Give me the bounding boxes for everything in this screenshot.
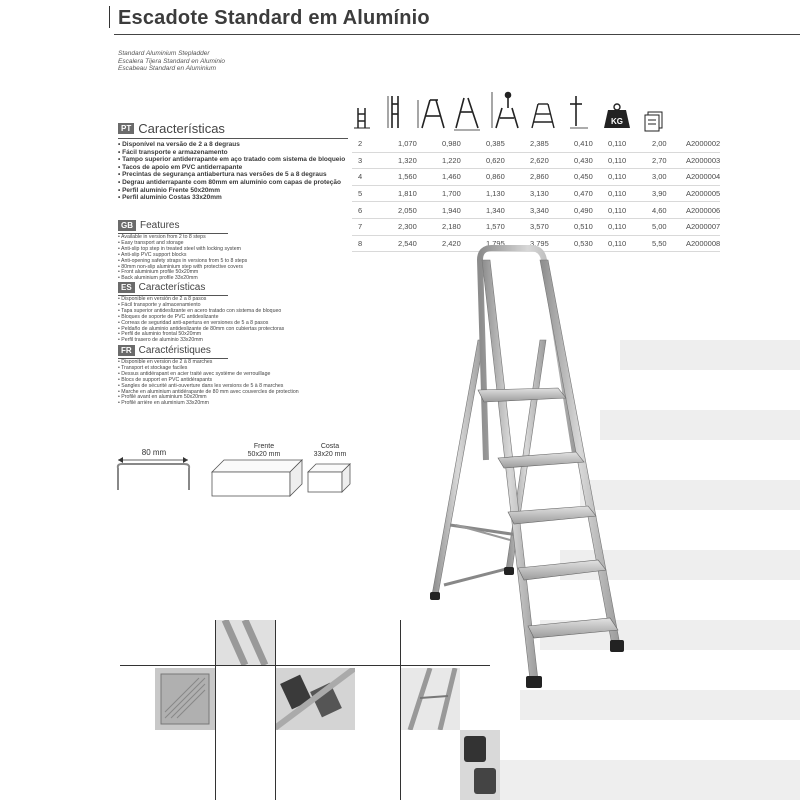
bullet-item: • Disponível na versão de 2 a 8 degraus xyxy=(118,141,240,148)
cell-value: 3,795 xyxy=(530,238,549,248)
subtitle-en: Standard Aluminium Stepladder xyxy=(118,50,210,57)
bullet-item: • 80mm non-slip aluminium step with protective covers xyxy=(118,263,243,270)
cell-value: 0,490 xyxy=(574,205,593,215)
section-pt-head xyxy=(118,121,348,136)
bullet-item: • Bloques de soporte de PVC antideslizante xyxy=(118,313,219,320)
cell-steps: 6 xyxy=(358,205,363,215)
page-title: Escadote Standard em Alumínio xyxy=(118,7,430,29)
subtitle-list xyxy=(118,50,225,73)
cell-value: 0,110 xyxy=(608,189,627,199)
cell-value: 3,130 xyxy=(530,189,549,199)
bullet-item: • Front aluminium profile 50x20mm xyxy=(118,269,199,276)
ladder-back-brace xyxy=(444,525,518,585)
cell-value: 2,540 xyxy=(398,238,417,248)
section-es-head xyxy=(118,282,284,293)
ladder-illustration xyxy=(420,240,670,700)
platform-height-icon xyxy=(418,100,444,128)
bullet-item: • Anti-slip PVC support blocks xyxy=(118,251,187,258)
table-row xyxy=(352,202,720,219)
bullet-item: • Easy transport and storage xyxy=(118,239,184,246)
cell-value: 1,070 xyxy=(398,139,417,149)
step-width-label: 80 mm xyxy=(141,448,167,457)
cell-steps: 7 xyxy=(358,222,363,232)
cell-value: 2,620 xyxy=(530,155,549,165)
bullet-item: • Blocs de support en PVC antidérapants xyxy=(118,376,213,383)
bullet-item: • Perfil alumínio Costas 33x20mm xyxy=(118,194,222,202)
bullet-item: • Peldaño de aluminio antideslizante de 80mm con cubiertas protectoras xyxy=(118,325,285,332)
ladder-step xyxy=(518,560,606,580)
cell-value: 0,110 xyxy=(608,139,627,149)
cell-value: 0,110 xyxy=(608,172,627,182)
section-pt xyxy=(118,121,348,202)
front-profile-label: Frente xyxy=(253,443,275,450)
photo-anti-slip-art xyxy=(155,668,215,730)
lang-badge-fr: FR xyxy=(118,345,135,356)
section-gb-title: Features xyxy=(140,220,180,231)
subtitle-fr: Escabeau Standard en Aluminium xyxy=(118,65,217,73)
lang-badge-gb: GB xyxy=(118,220,136,231)
bullet-item: • Degrau antiderrapante com 80mm em alumínio com capas de proteção xyxy=(118,178,341,186)
cell-value: 1,795 xyxy=(486,238,505,248)
section-fr-bullets xyxy=(118,360,299,407)
cell-value: 0,430 xyxy=(574,155,593,165)
cell-weight: 4,60 xyxy=(652,205,667,215)
cell-value: 1,130 xyxy=(486,189,505,199)
section-fr-title: Caractéristiques xyxy=(138,345,211,356)
photo-top-step-detail xyxy=(215,620,275,665)
bullet-item: • Tacos de apoio em PVC antiderrapante xyxy=(118,163,243,171)
back-profile-label: Costa xyxy=(320,443,340,450)
cell-value: 0,110 xyxy=(608,155,627,165)
table-row xyxy=(352,169,720,186)
bullet-item: • Profilé avant en aluminium 50x20mm xyxy=(118,394,207,401)
bullet-item: • Fácil transporte e armazenamento xyxy=(118,148,228,156)
cell-value: 1,320 xyxy=(398,155,417,165)
bullet-item: • Perfil alumínio Frente 50x20mm xyxy=(118,186,220,194)
cell-weight: 5,50 xyxy=(652,238,667,248)
ladder-height-icon xyxy=(388,96,398,128)
section-fr-head xyxy=(118,345,299,356)
cell-value: 0,470 xyxy=(574,189,593,199)
section-divider xyxy=(118,138,348,139)
cell-value: 0,450 xyxy=(574,172,593,182)
cell-value: 3,570 xyxy=(530,222,549,232)
photo-rubber-foot xyxy=(460,730,500,800)
photos-divider-v3 xyxy=(400,620,401,800)
ladder-steps xyxy=(478,388,618,638)
cell-value: 0,530 xyxy=(574,238,593,248)
bullet-item: • Back aluminium profile 33x20mm xyxy=(118,275,198,282)
table-row xyxy=(352,218,720,235)
cell-value: 0,980 xyxy=(442,139,461,149)
cell-value: 1,940 xyxy=(442,205,461,215)
cell-value: 1,460 xyxy=(442,172,461,182)
cell-weight: 2,00 xyxy=(652,139,667,149)
steps-count-icon xyxy=(354,108,370,128)
cell-value: 3,340 xyxy=(530,205,549,215)
bullet-item: • Anti-opening safety straps in versions from 5 to 8 steps xyxy=(118,257,248,264)
cell-value: 2,050 xyxy=(398,205,417,215)
table-row xyxy=(352,152,720,169)
cell-code: A2000002 xyxy=(686,139,721,149)
cell-value: 1,570 xyxy=(486,222,505,232)
bullet-item: • Tapa superior antideslizante en acero tratado con sistema de bloqueo xyxy=(118,307,282,314)
section-pt-title: Características xyxy=(138,121,225,136)
cell-code: A2000003 xyxy=(686,155,721,165)
section-gb xyxy=(118,220,247,282)
profile-diagram xyxy=(112,440,352,510)
bullet-item: • Precintas de segurança antiabertura nas versões de 5 a 8 degraus xyxy=(118,171,327,179)
step-width-dimension xyxy=(118,448,188,463)
photo-pvc-feet-art xyxy=(275,668,355,730)
ladder-front-rails xyxy=(482,260,620,680)
cell-steps: 3 xyxy=(358,155,363,165)
bullet-item: • Sangles de sécurité anti-ouverture dans les versions de 5 à 8 marches xyxy=(118,382,284,389)
title-underline xyxy=(114,34,800,35)
weight-kg-icon xyxy=(604,104,630,128)
table-row xyxy=(352,185,720,202)
cell-weight: 3,00 xyxy=(652,172,667,182)
spec-icons-row xyxy=(352,90,672,132)
cell-value: 0,110 xyxy=(608,205,627,215)
cell-code: A2000006 xyxy=(686,205,721,215)
cell-value: 2,385 xyxy=(530,139,549,149)
step-profile-shape xyxy=(118,464,189,490)
bullet-item: • Perfil de aluminio frontal 50x20mm xyxy=(118,331,202,338)
photo-pvc-feet xyxy=(275,668,355,730)
photo-anti-slip-top xyxy=(155,668,215,730)
section-pt-bullets xyxy=(118,141,348,202)
bullet-item: • Correas de seguridad anti-apertura en versiones de 5 a 8 pasos xyxy=(118,319,269,326)
weight-icon-text: KG xyxy=(611,117,623,126)
cell-value: 0,410 xyxy=(574,139,593,149)
cell-value: 1,220 xyxy=(442,155,461,165)
photos-divider-v2 xyxy=(275,620,276,800)
bullet-item: • Transport et stockage faciles xyxy=(118,364,188,371)
bullet-item: • Available in version from 2 to 8 steps xyxy=(118,234,206,240)
cell-value: 0,620 xyxy=(486,155,505,165)
cell-steps: 4 xyxy=(358,172,363,182)
cell-value: 2,300 xyxy=(398,222,417,232)
cell-code: A2000004 xyxy=(686,172,721,182)
section-es xyxy=(118,282,284,344)
ladder-top-platform xyxy=(478,388,566,402)
cell-value: 1,810 xyxy=(398,189,417,199)
bullet-item: • Perfil trasero de aluminio 33x20mm xyxy=(118,337,203,344)
working-height-icon xyxy=(492,92,518,128)
base-width-icon xyxy=(532,104,554,128)
bullet-item: • Dessus antidérapant en acier traité avec système de verrouillage xyxy=(118,370,271,377)
subtitle-es: Escalera Tijera Standard en Aluminio xyxy=(118,57,226,65)
photos-divider-v1 xyxy=(215,620,216,800)
cell-value: 0,860 xyxy=(486,172,505,182)
lang-badge-pt: PT xyxy=(118,123,134,134)
section-es-bullets xyxy=(118,297,284,344)
cell-steps: 5 xyxy=(358,189,363,199)
photo-top-step-art xyxy=(215,620,275,665)
cell-weight: 2,70 xyxy=(652,155,667,165)
ladder-step xyxy=(528,618,618,638)
bullet-item: • Marche en aluminium antidérapante de 80 mm avec couvercles de protection xyxy=(118,388,299,395)
bullet-item: • Disponible en version de 2 à 8 marches xyxy=(118,359,213,365)
cell-code: A2000005 xyxy=(686,189,721,199)
cell-value: 2,860 xyxy=(530,172,549,182)
step-width-icon xyxy=(570,96,588,128)
cell-code: A2000008 xyxy=(686,238,721,248)
section-fr xyxy=(118,345,299,407)
cell-value: 1,700 xyxy=(442,189,461,199)
photo-rubber-foot-art xyxy=(460,730,500,800)
cell-value: 0,110 xyxy=(608,222,627,232)
cell-value: 1,340 xyxy=(486,205,505,215)
cell-value: 1,560 xyxy=(398,172,417,182)
front-profile-size: 50x20 mm xyxy=(247,451,281,458)
cell-value: 2,420 xyxy=(442,238,461,248)
title-accent-rule xyxy=(0,6,110,28)
lang-badge-es: ES xyxy=(118,282,135,293)
cell-code: A2000007 xyxy=(686,222,721,232)
cell-value: 2,180 xyxy=(442,222,461,232)
ladder-back-legs xyxy=(432,340,546,595)
bullet-item: • Disponible en versión de 2 a 8 pasos xyxy=(118,296,207,302)
cell-steps: 8 xyxy=(358,238,363,248)
cell-value: 0,510 xyxy=(574,222,593,232)
bullet-item: • Profilé arrière en aluminium 33x20mm xyxy=(118,400,209,407)
cell-value: 0,385 xyxy=(486,139,505,149)
bullet-item: • Tampo superior antiderrapante em aço tratado com sistema de bloqueio xyxy=(118,156,346,164)
product-code-icon xyxy=(645,112,662,131)
cell-weight: 3,90 xyxy=(652,189,667,199)
front-profile xyxy=(212,443,302,496)
section-gb-bullets xyxy=(118,235,247,282)
cell-steps: 2 xyxy=(358,139,363,149)
spec-table xyxy=(352,136,720,252)
cell-value: 0,110 xyxy=(608,238,627,248)
section-es-title: Características xyxy=(138,282,206,293)
bullet-item: • Anti-slip top step in treated steel with locking system xyxy=(118,245,241,252)
table-row xyxy=(352,136,720,152)
back-profile xyxy=(308,443,350,492)
bullet-item: • Fácil transporte y almacenamiento xyxy=(118,301,201,308)
cell-weight: 5,00 xyxy=(652,222,667,232)
back-profile-size: 33x20 mm xyxy=(313,451,347,458)
section-gb-head xyxy=(118,220,247,231)
ladder-depth-icon xyxy=(454,98,480,130)
